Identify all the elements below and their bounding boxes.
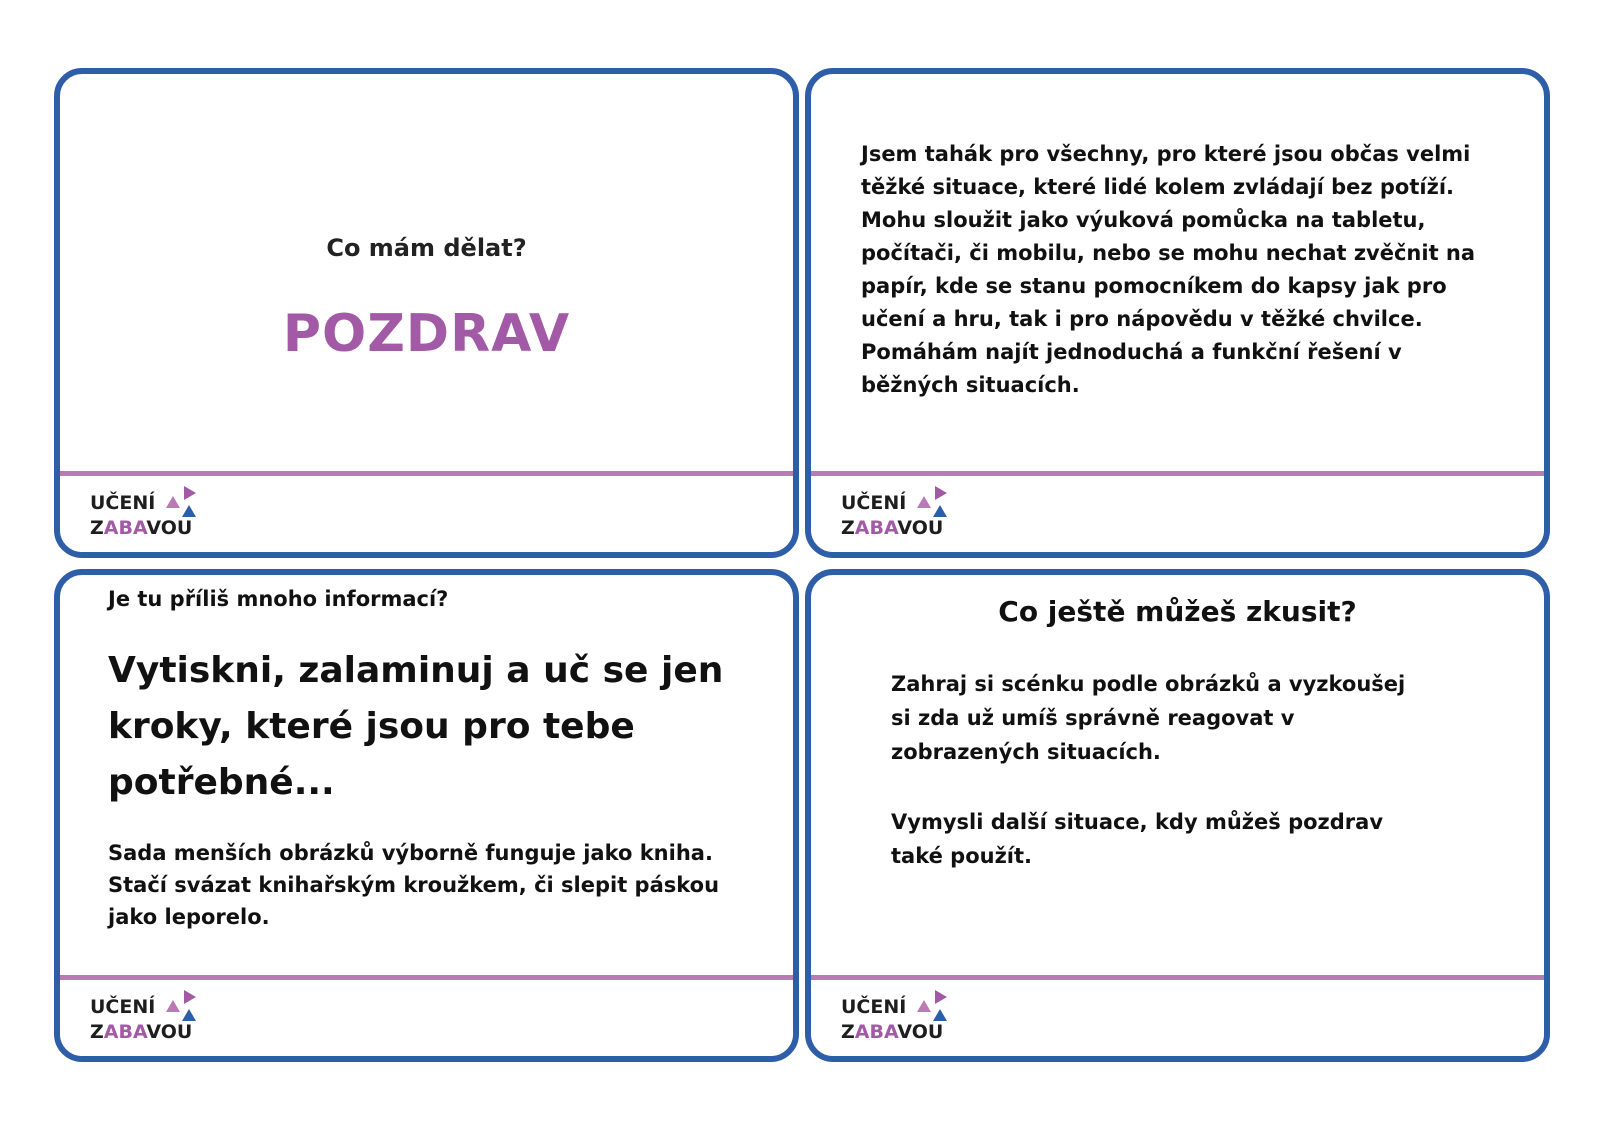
triangle-icon xyxy=(935,990,947,1004)
logo-line-1: UČENÍ xyxy=(841,492,907,514)
card-footer xyxy=(60,975,793,1056)
text-line: Stačí svázat knihařským kroužkem, či slepit páskou xyxy=(108,873,720,897)
card-footer xyxy=(811,975,1544,1056)
headline-line: potřebné... xyxy=(108,762,335,803)
triangle-icon xyxy=(935,486,947,500)
logo-line-2-accent: ABA xyxy=(103,1021,147,1043)
headline-line: kroky, které jsou pro tebe xyxy=(108,706,635,747)
text-line: Vymysli další situace, kdy můžeš pozdrav xyxy=(891,810,1384,834)
text-line: běžných situacích. xyxy=(861,373,1080,397)
logo-line-2-suffix: VOU xyxy=(897,1021,944,1043)
text-line: Mohu sloužit jako výuková pomůcka na tabletu, xyxy=(861,208,1426,232)
card-question: Co mám dělat? xyxy=(326,234,527,262)
triangle-icon xyxy=(933,505,947,517)
logo-line-2 xyxy=(90,1021,192,1043)
logo-line-1: UČENÍ xyxy=(841,996,907,1018)
logo-line-2-suffix: VOU xyxy=(146,517,193,539)
logo-line-2-accent: ABA xyxy=(103,517,147,539)
logo-line-2 xyxy=(841,1021,943,1043)
card-about xyxy=(805,68,1550,558)
uceni-zabavou-logo xyxy=(841,990,951,1050)
text-line: papír, kde se stanu pomocníkem do kapsy jak pro xyxy=(861,274,1447,298)
text-line: zobrazených situacích. xyxy=(891,740,1161,764)
text-line: těžké situace, které lidé kolem zvládají bez potíží. xyxy=(861,175,1454,199)
logo-line-1: UČENÍ xyxy=(90,996,156,1018)
logo-line-1: UČENÍ xyxy=(90,492,156,514)
headline-line: Vytiskni, zalaminuj a uč se jen xyxy=(108,650,724,691)
text-line: učení a hru, tak i pro nápovědu v těžké chvilce. xyxy=(861,307,1423,331)
text-line: také použít. xyxy=(891,844,1033,868)
logo-line-2-accent: ABA xyxy=(854,1021,898,1043)
triangle-icon xyxy=(933,1009,947,1021)
logo-line-2-prefix: Z xyxy=(90,517,104,539)
triangle-icon xyxy=(917,1000,931,1012)
card-paragraph-1 xyxy=(891,667,1491,769)
card-question: Je tu příliš mnoho informací? xyxy=(108,587,449,611)
text-line: si zda už umíš správně reagovat v xyxy=(891,706,1295,730)
triangle-icon xyxy=(166,496,180,508)
triangle-icon xyxy=(182,1009,196,1021)
about-text xyxy=(861,138,1501,402)
triangle-icon xyxy=(166,1000,180,1012)
card-note xyxy=(108,837,768,933)
logo-line-2-prefix: Z xyxy=(841,517,855,539)
logo-line-2-prefix: Z xyxy=(841,1021,855,1043)
triangle-icon xyxy=(182,505,196,517)
card-pozdrav xyxy=(54,68,799,558)
card-paragraph-2 xyxy=(891,805,1491,873)
card-print-tips xyxy=(54,569,799,1062)
logo-line-2-suffix: VOU xyxy=(897,517,944,539)
card-title: POZDRAV xyxy=(282,304,571,364)
card-title: Co ještě můžeš zkusit? xyxy=(998,595,1357,628)
card-footer xyxy=(60,471,793,552)
triangle-icon xyxy=(917,496,931,508)
uceni-zabavou-logo xyxy=(841,486,951,546)
triangle-icon xyxy=(184,486,196,500)
logo-line-2 xyxy=(90,517,192,539)
text-line: Jsem tahák pro všechny, pro které jsou občas velmi xyxy=(861,142,1471,166)
text-line: počítači, či mobilu, nebo se mohu nechat zvěčnit na xyxy=(861,241,1476,265)
uceni-zabavou-logo xyxy=(90,486,200,546)
text-line: Zahraj si scénku podle obrázků a vyzkoušej xyxy=(891,672,1406,696)
logo-line-2 xyxy=(841,517,943,539)
logo-line-2-prefix: Z xyxy=(90,1021,104,1043)
logo-line-2-suffix: VOU xyxy=(146,1021,193,1043)
text-line: Sada menších obrázků výborně funguje jako kniha. xyxy=(108,841,713,865)
card-headline xyxy=(108,643,768,811)
text-line: jako leporelo. xyxy=(108,905,270,929)
logo-line-2-accent: ABA xyxy=(854,517,898,539)
card-try-more xyxy=(805,569,1550,1062)
uceni-zabavou-logo xyxy=(90,990,200,1050)
triangle-icon xyxy=(184,990,196,1004)
card-footer xyxy=(811,471,1544,552)
text-line: Pomáhám najít jednoduchá a funkční řešení v xyxy=(861,340,1402,364)
